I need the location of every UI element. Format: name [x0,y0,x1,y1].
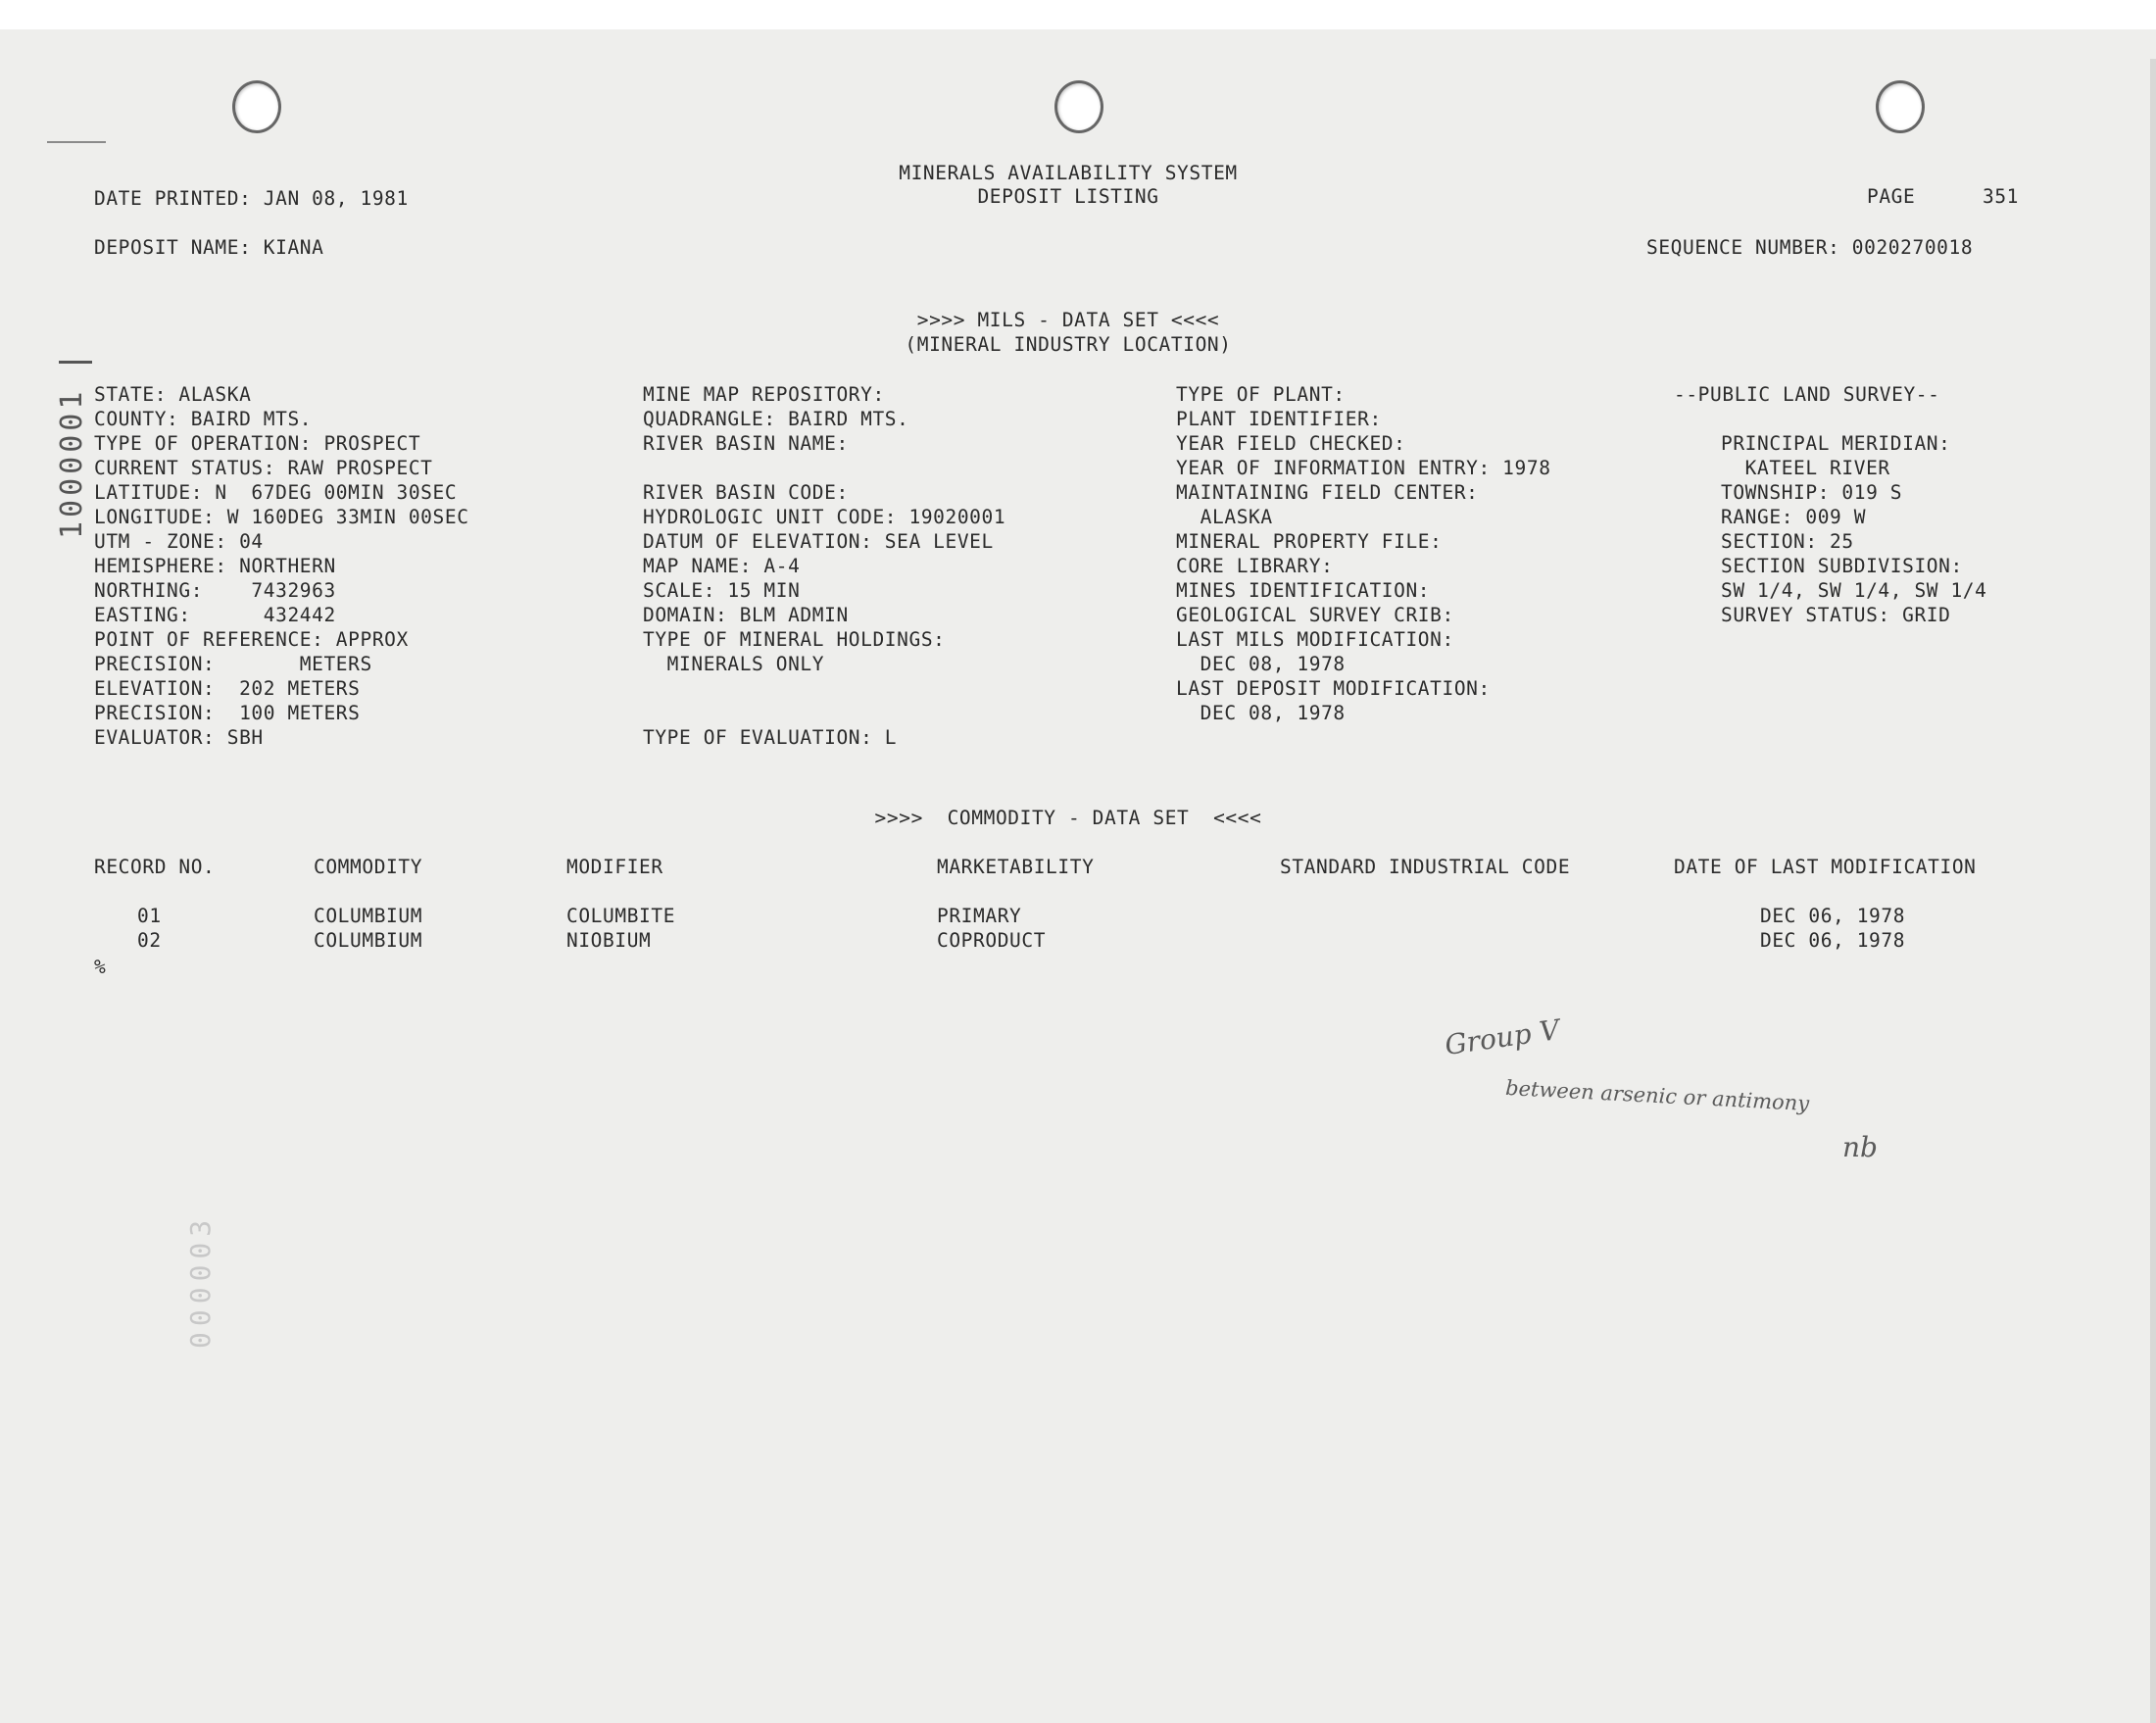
field-township: TOWNSHIP: 019 S [1721,481,1903,504]
row-modifier: COLUMBITE [566,905,676,927]
field-precision: PRECISION: METERS [94,653,372,675]
field-plant-identifier: PLANT IDENTIFIER: [1176,408,1382,430]
field-river-basin-name: RIVER BASIN NAME: [643,432,849,455]
field-scale: SCALE: 15 MIN [643,579,801,602]
public-land-survey-title: --PUBLIC LAND SURVEY-- [1674,383,1940,406]
field-easting: EASTING: 432442 [94,604,336,626]
field-year-field-checked: YEAR FIELD CHECKED: [1176,432,1406,455]
punch-hole-right [1876,80,1925,133]
mils-section-subtitle: (MINERAL INDUSTRY LOCATION) [905,333,1232,356]
field-mineral-property-file: MINERAL PROPERTY FILE: [1176,530,1443,553]
margin-stamp: 1000001 [55,387,89,539]
field-last-deposit-modification-date: DEC 08, 1978 [1176,702,1346,724]
field-state: STATE: ALASKA [94,383,252,406]
mils-section-title: >>>> MILS - DATA SET <<<< [916,309,1220,331]
field-quadrangle: QUADRANGLE: BAIRD MTS. [643,408,909,430]
field-survey-status: SURVEY STATUS: GRID [1721,604,1951,626]
row-record-no: 01 [137,905,162,927]
field-section-subdivision: SECTION SUBDIVISION: [1721,555,1963,577]
margin-dash [59,361,92,364]
row-marketability: PRIMARY [937,905,1022,927]
field-maintaining-field-center: MAINTAINING FIELD CENTER: [1176,481,1479,504]
deposit-name: DEPOSIT NAME: KIANA [94,236,324,259]
blank-line [1721,407,1986,431]
commodity-section-title: >>>> COMMODITY - DATA SET <<<< [874,807,1262,829]
field-county: COUNTY: BAIRD MTS. [94,408,313,430]
field-latitude: LATITUDE: N 67DEG 00MIN 30SEC [94,481,458,504]
field-mine-map-repository: MINE MAP REPOSITORY: [643,383,885,406]
field-point-of-reference: POINT OF REFERENCE: APPROX [94,628,409,651]
field-mines-identification: MINES IDENTIFICATION: [1176,579,1431,602]
end-of-record-mark: % [94,956,107,978]
field-core-library: CORE LIBRARY: [1176,555,1334,577]
mils-column-maps [643,382,1005,750]
field-datum-of-elevation: DATUM OF ELEVATION: SEA LEVEL [643,530,994,553]
field-longitude: LONGITUDE: W 160DEG 33MIN 00SEC [94,506,469,528]
field-type-of-evaluation: TYPE OF EVALUATION: L [643,726,898,749]
handwritten-initials: nb [1842,1131,1878,1163]
field-utm-zone: UTM - ZONE: 04 [94,530,264,553]
field-elevation: ELEVATION: 202 METERS [94,677,361,700]
field-type-of-operation: TYPE OF OPERATION: PROSPECT [94,432,421,455]
handwritten-note-element: between arsenic or antimony [1504,1075,1810,1116]
header-record-no: RECORD NO. [94,856,216,878]
row-marketability: COPRODUCT [937,929,1047,952]
header-marketability: MARKETABILITY [937,856,1095,878]
field-year-of-information-entry: YEAR OF INFORMATION ENTRY: 1978 [1176,457,1551,479]
field-last-deposit-modification: LAST DEPOSIT MODIFICATION: [1176,677,1491,700]
header-standard-industrial-code: STANDARD INDUSTRIAL CODE [1280,856,1571,878]
field-domain: DOMAIN: BLM ADMIN [643,604,849,626]
date-printed: DATE PRINTED: JAN 08, 1981 [94,187,409,210]
field-mineral-holdings-value: MINERALS ONLY [643,653,825,675]
field-principal-meridian-value: KATEEL RIVER [1721,457,1890,479]
field-geological-survey-crib: GEOLOGICAL SURVEY CRIB: [1176,604,1454,626]
field-river-basin-code: RIVER BASIN CODE: [643,481,849,504]
row-date: DEC 06, 1978 [1760,905,1906,927]
field-evaluator: EVALUATOR: SBH [94,726,264,749]
page-label: PAGE [1867,185,1916,208]
punch-hole-left [232,80,281,133]
field-principal-meridian: PRINCIPAL MERIDIAN: [1721,432,1951,455]
field-section: SECTION: 25 [1721,530,1854,553]
field-last-mils-modification: LAST MILS MODIFICATION: [1176,628,1454,651]
row-date: DEC 06, 1978 [1760,929,1906,952]
faded-margin-stamp: 000003 [184,1213,217,1349]
field-range: RANGE: 009 W [1721,506,1867,528]
field-type-of-mineral-holdings: TYPE OF MINERAL HOLDINGS: [643,628,946,651]
row-modifier: NIOBIUM [566,929,652,952]
field-map-name: MAP NAME: A-4 [643,555,801,577]
blank-line [643,701,1005,725]
mils-column-plant [1176,382,1551,725]
field-elevation-precision: PRECISION: 100 METERS [94,702,361,724]
field-type-of-plant: TYPE OF PLANT: [1176,383,1346,406]
report-title: MINERALS AVAILABILITY SYSTEM [899,162,1238,184]
page-edge [2150,59,2156,1723]
handwritten-note-group: Group V [1443,1012,1562,1062]
field-hemisphere: HEMISPHERE: NORTHERN [94,555,336,577]
row-record-no: 02 [137,929,162,952]
blank-line [643,676,1005,701]
punch-hole-center [1054,80,1103,133]
field-last-mils-modification-date: DEC 08, 1978 [1176,653,1346,675]
header-date-of-last-modification: DATE OF LAST MODIFICATION [1674,856,1977,878]
field-hydrologic-unit-code: HYDROLOGIC UNIT CODE: 19020001 [643,506,1006,528]
report-subtitle: DEPOSIT LISTING [977,185,1159,208]
row-commodity: COLUMBIUM [314,905,423,927]
row-commodity: COLUMBIUM [314,929,423,952]
top-left-mark [47,141,106,143]
sequence-number: SEQUENCE NUMBER: 0020270018 [1646,236,1974,259]
header-modifier: MODIFIER [566,856,663,878]
field-section-subdivision-value: SW 1/4, SW 1/4, SW 1/4 [1721,579,1987,602]
field-current-status: CURRENT STATUS: RAW PROSPECT [94,457,433,479]
field-northing: NORTHING: 7432963 [94,579,336,602]
blank-line [643,456,1005,480]
mils-column-land-survey [1721,407,1986,627]
field-field-center-value: ALASKA [1176,506,1273,528]
page-number: 351 [1983,185,2020,208]
mils-column-location [94,382,469,750]
header-commodity: COMMODITY [314,856,423,878]
